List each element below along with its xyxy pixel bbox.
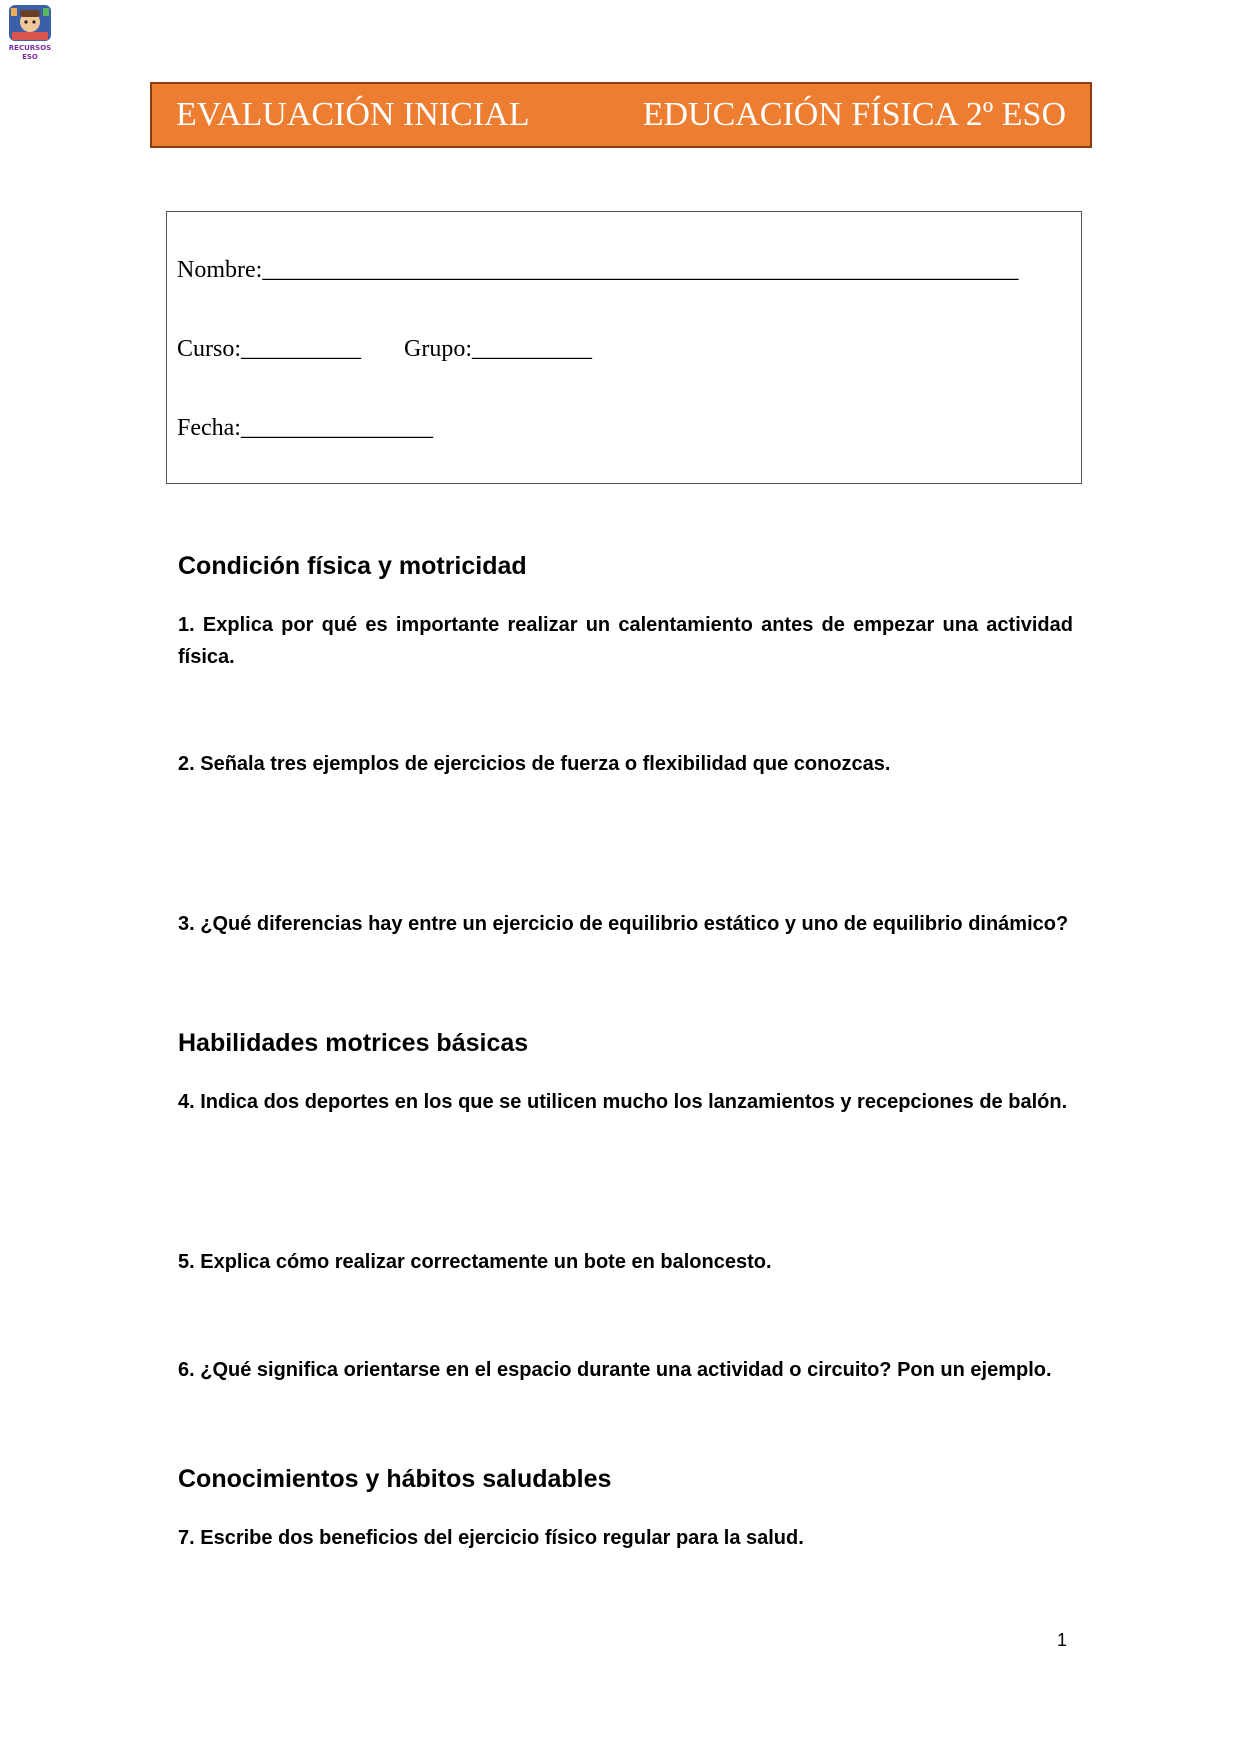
fecha-field[interactable]: Fecha:________________ xyxy=(177,415,433,441)
grupo-field[interactable]: Grupo:__________ xyxy=(404,336,592,362)
header-banner xyxy=(150,82,1092,148)
question-1: 1. Explica por qué es importante realizar un calentamiento antes de empezar una actividad física. xyxy=(178,614,1073,668)
question-7: 7. Escribe dos beneficios del ejercicio físico regular para la salud. xyxy=(178,1527,804,1549)
evaluation-title: EVALUACIÓN INICIAL xyxy=(176,96,530,133)
question-3: 3. ¿Qué diferencias hay entre un ejercicio de equilibrio estático y uno de equilibrio dinámico? xyxy=(178,913,1069,935)
question-4: 4. Indica dos deportes en los que se utilicen mucho los lanzamientos y recepciones de balón. xyxy=(178,1091,1068,1113)
section-heading-habitos-saludables: Conocimientos y hábitos saludables xyxy=(178,1465,612,1493)
question-6: 6. ¿Qué significa orientarse en el espacio durante una actividad o circuito? Pon un ejemplo. xyxy=(178,1359,1052,1381)
question-2: 2. Señala tres ejemplos de ejercicios de fuerza o flexibilidad que conozcas. xyxy=(178,753,891,775)
nombre-field[interactable]: Nombre:_______________________________________________________________ xyxy=(177,257,1019,283)
question-5: 5. Explica cómo realizar correctamente un bote en baloncesto. xyxy=(178,1251,772,1273)
section-heading-habilidades-motrices: Habilidades motrices básicas xyxy=(178,1029,529,1057)
student-info-box xyxy=(166,211,1082,484)
page-number: 1 xyxy=(1057,1630,1068,1650)
svg-text:ESO: ESO xyxy=(22,53,38,61)
section-heading-condicion-fisica: Condición física y motricidad xyxy=(178,552,527,580)
subject-title: EDUCACIÓN FÍSICA 2º ESO xyxy=(642,96,1066,133)
recursos-eso-logo xyxy=(8,4,52,62)
svg-text:RECURSOS: RECURSOS xyxy=(8,44,52,52)
curso-field[interactable]: Curso:__________ xyxy=(177,336,362,362)
